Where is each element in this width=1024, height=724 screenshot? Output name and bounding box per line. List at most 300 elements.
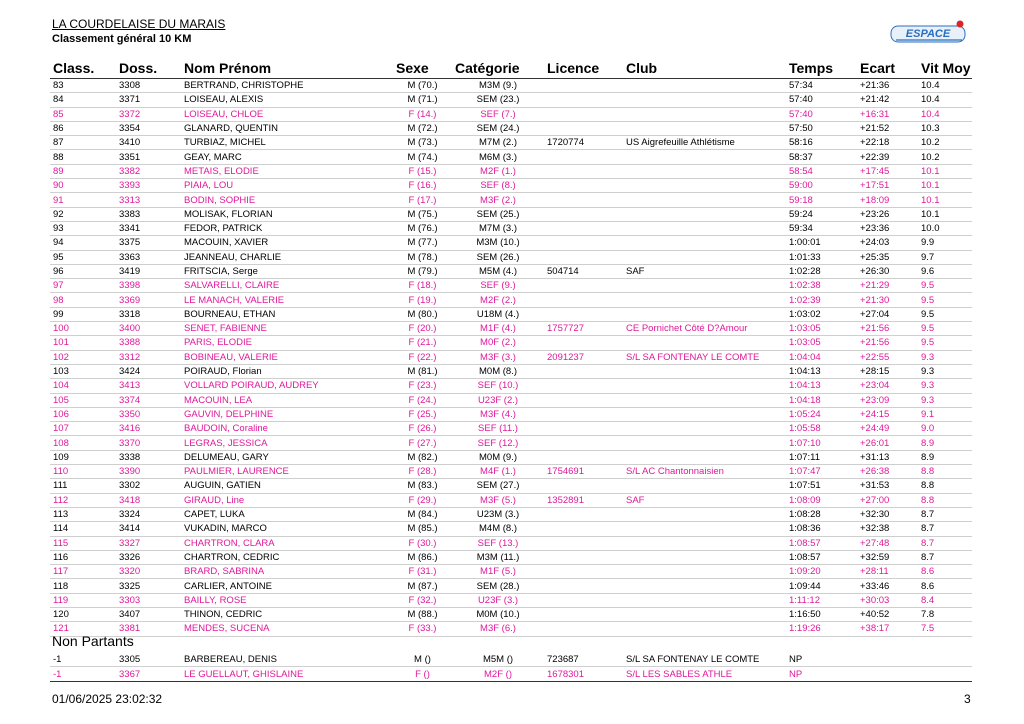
cell-name: AUGUIN, GATIEN: [181, 479, 393, 493]
cell-club: [623, 207, 786, 221]
cell-rank: 96: [50, 264, 116, 278]
col-class-header: Class.: [50, 58, 116, 79]
col-name-header: Nom Prénom: [181, 58, 393, 79]
col-gap-header: Ecart: [857, 58, 918, 79]
cell-rank: 117: [50, 565, 116, 579]
cell-rank: 95: [50, 250, 116, 264]
cell-gap: +31:13: [857, 450, 918, 464]
cell-name: BERTRAND, CHRISTOPHE: [181, 79, 393, 93]
cell-rank: 91: [50, 193, 116, 207]
cell-sex: F (21.): [393, 336, 452, 350]
cell-bib: 3393: [116, 179, 181, 193]
cell-time: 1:07:51: [786, 479, 857, 493]
cell-speed: 8.6: [918, 565, 972, 579]
cell-name: SALVARELLI, CLAIRE: [181, 279, 393, 293]
cell-sex: F (25.): [393, 407, 452, 421]
col-club-header: Club: [623, 58, 786, 79]
cell-gap: +27:48: [857, 536, 918, 550]
cell-club: [623, 436, 786, 450]
cell-licence: [544, 364, 623, 378]
cell-name: SENET, FABIENNE: [181, 322, 393, 336]
cell-category: M2F (): [452, 667, 544, 682]
cell-speed: 10.4: [918, 79, 972, 93]
cell-club: [623, 522, 786, 536]
cell-bib: 3418: [116, 493, 181, 507]
cell-category: M0F (2.): [452, 336, 544, 350]
page-number: 3: [964, 692, 971, 706]
cell-sex: M (75.): [393, 207, 452, 221]
cell-gap: [857, 652, 918, 667]
cell-name: PAULMIER, LAURENCE: [181, 465, 393, 479]
table-row: [50, 436, 972, 450]
cell-licence: [544, 436, 623, 450]
cell-licence: [544, 393, 623, 407]
cell-club: [623, 607, 786, 621]
cell-bib: 3320: [116, 565, 181, 579]
cell-category: M0M (9.): [452, 450, 544, 464]
cell-rank: 120: [50, 607, 116, 621]
cell-sex: M (70.): [393, 79, 452, 93]
cell-club: [623, 150, 786, 164]
cell-bib: 3338: [116, 450, 181, 464]
cell-speed: 8.8: [918, 465, 972, 479]
cell-sex: M (81.): [393, 364, 452, 378]
cell-rank: 106: [50, 407, 116, 421]
cell-sex: F (29.): [393, 493, 452, 507]
cell-licence: [544, 379, 623, 393]
cell-bib: 3424: [116, 364, 181, 378]
cell-gap: +16:31: [857, 107, 918, 121]
cell-time: 57:50: [786, 121, 857, 135]
cell-name: BAUDOIN, Coraline: [181, 422, 393, 436]
cell-sex: F (33.): [393, 622, 452, 636]
cell-licence: [544, 79, 623, 93]
cell-time: 1:09:20: [786, 565, 857, 579]
cell-club: S/L SA FONTENAY LE COMTE: [623, 652, 786, 667]
cell-bib: 3371: [116, 93, 181, 107]
cell-gap: +22:55: [857, 350, 918, 364]
cell-bib: 3313: [116, 193, 181, 207]
cell-speed: 8.6: [918, 579, 972, 593]
cell-sex: F (27.): [393, 436, 452, 450]
cell-rank: 118: [50, 579, 116, 593]
cell-category: SEF (13.): [452, 536, 544, 550]
cell-rank: 121: [50, 622, 116, 636]
cell-category: SEF (10.): [452, 379, 544, 393]
cell-licence: [544, 536, 623, 550]
cell-name: CAPET, LUKA: [181, 507, 393, 521]
cell-time: 58:37: [786, 150, 857, 164]
cell-category: SEM (27.): [452, 479, 544, 493]
table-row: [50, 593, 972, 607]
table-row: [50, 550, 972, 564]
cell-club: [623, 593, 786, 607]
cell-name: PIAIA, LOU: [181, 179, 393, 193]
cell-category: M3F (5.): [452, 493, 544, 507]
cell-speed: 10.1: [918, 164, 972, 178]
cell-gap: +27:04: [857, 307, 918, 321]
cell-category: M4F (1.): [452, 465, 544, 479]
cell-gap: +23:09: [857, 393, 918, 407]
cell-gap: +26:38: [857, 465, 918, 479]
cell-club: [623, 93, 786, 107]
cell-time: 1:07:10: [786, 436, 857, 450]
cell-speed: 10.1: [918, 193, 972, 207]
table-row: [50, 479, 972, 493]
cell-category: M2F (1.): [452, 164, 544, 178]
cell-rank: 114: [50, 522, 116, 536]
cell-gap: +21:56: [857, 336, 918, 350]
cell-time: 57:40: [786, 107, 857, 121]
cell-rank: 105: [50, 393, 116, 407]
cell-sex: M (87.): [393, 579, 452, 593]
cell-category: M3F (6.): [452, 622, 544, 636]
table-row: [50, 336, 972, 350]
cell-rank: 89: [50, 164, 116, 178]
cell-bib: 3367: [116, 667, 181, 682]
cell-bib: 3383: [116, 207, 181, 221]
cell-time: 1:07:11: [786, 450, 857, 464]
cell-speed: 9.5: [918, 322, 972, 336]
cell-speed: 7.8: [918, 607, 972, 621]
cell-category: M7M (3.): [452, 221, 544, 235]
cell-bib: 3390: [116, 465, 181, 479]
cell-bib: 3325: [116, 579, 181, 593]
cell-club: [623, 579, 786, 593]
cell-bib: 3341: [116, 221, 181, 235]
cell-time: 1:03:05: [786, 336, 857, 350]
cell-club: S/L SA FONTENAY LE COMTE: [623, 350, 786, 364]
table-row: [50, 164, 972, 178]
cell-club: [623, 565, 786, 579]
cell-sex: F (17.): [393, 193, 452, 207]
cell-speed: 9.1: [918, 407, 972, 421]
cell-bib: 3388: [116, 336, 181, 350]
cell-gap: +21:30: [857, 293, 918, 307]
cell-licence: 504714: [544, 264, 623, 278]
table-row: [50, 507, 972, 521]
cell-sex: M (79.): [393, 264, 452, 278]
cell-time: NP: [786, 667, 857, 682]
table-row: [50, 536, 972, 550]
cell-time: 59:24: [786, 207, 857, 221]
cell-licence: 723687: [544, 652, 623, 667]
cell-licence: [544, 422, 623, 436]
cell-name: LOISEAU, CHLOE: [181, 107, 393, 121]
cell-rank: 103: [50, 364, 116, 378]
cell-speed: 8.9: [918, 436, 972, 450]
cell-rank: 93: [50, 221, 116, 235]
col-licence-header: Licence: [544, 58, 623, 79]
cell-speed: 9.5: [918, 279, 972, 293]
cell-time: 1:05:58: [786, 422, 857, 436]
cell-name: BRARD, SABRINA: [181, 565, 393, 579]
cell-licence: [544, 593, 623, 607]
cell-rank: 111: [50, 479, 116, 493]
cell-category: SEF (8.): [452, 179, 544, 193]
table-row: [50, 207, 972, 221]
cell-time: NP: [786, 652, 857, 667]
cell-licence: [544, 221, 623, 235]
table-row: [50, 393, 972, 407]
cell-speed: 8.4: [918, 593, 972, 607]
table-row: [50, 579, 972, 593]
cell-category: M0M (8.): [452, 364, 544, 378]
cell-gap: +21:36: [857, 79, 918, 93]
cell-rank: 98: [50, 293, 116, 307]
table-row: [50, 465, 972, 479]
cell-time: 58:16: [786, 136, 857, 150]
cell-rank: 86: [50, 121, 116, 135]
cell-speed: 8.7: [918, 522, 972, 536]
cell-time: 1:02:39: [786, 293, 857, 307]
cell-category: M3F (2.): [452, 193, 544, 207]
cell-time: 1:16:50: [786, 607, 857, 621]
espace-competition-logo: [888, 18, 970, 46]
cell-gap: +17:45: [857, 164, 918, 178]
table-row: [50, 79, 972, 93]
cell-club: [623, 407, 786, 421]
cell-gap: +21:56: [857, 322, 918, 336]
cell-category: SEM (26.): [452, 250, 544, 264]
table-row: [50, 450, 972, 464]
cell-sex: F (16.): [393, 179, 452, 193]
cell-bib: 3372: [116, 107, 181, 121]
table-row: [50, 607, 972, 621]
cell-sex: M (88.): [393, 607, 452, 621]
cell-gap: +32:38: [857, 522, 918, 536]
table-row: [50, 150, 972, 164]
cell-sex: F (28.): [393, 465, 452, 479]
cell-club: [623, 450, 786, 464]
cell-category: M2F (2.): [452, 293, 544, 307]
cell-rank: -1: [50, 667, 116, 682]
cell-licence: [544, 164, 623, 178]
cell-gap: +18:09: [857, 193, 918, 207]
table-row: [50, 322, 972, 336]
cell-licence: [544, 565, 623, 579]
cell-licence: [544, 279, 623, 293]
cell-bib: 3410: [116, 136, 181, 150]
cell-time: 1:04:13: [786, 364, 857, 378]
cell-name: BOBINEAU, VALERIE: [181, 350, 393, 364]
cell-category: SEF (9.): [452, 279, 544, 293]
cell-sex: M (82.): [393, 450, 452, 464]
cell-sex: M (73.): [393, 136, 452, 150]
cell-name: CHARTRON, CLARA: [181, 536, 393, 550]
cell-time: 1:08:57: [786, 536, 857, 550]
table-row: [50, 236, 972, 250]
cell-speed: 9.0: [918, 422, 972, 436]
table-row: [50, 107, 972, 121]
cell-name: MACOUIN, LEA: [181, 393, 393, 407]
cell-time: 1:01:33: [786, 250, 857, 264]
cell-name: PARIS, ELODIE: [181, 336, 393, 350]
cell-category: SEF (12.): [452, 436, 544, 450]
cell-category: SEF (11.): [452, 422, 544, 436]
cell-bib: 3369: [116, 293, 181, 307]
cell-sex: F (18.): [393, 279, 452, 293]
table-row: [50, 652, 972, 667]
cell-name: FRITSCIA, Serge: [181, 264, 393, 278]
event-subtitle: Classement général 10 KM: [52, 33, 192, 45]
cell-speed: 9.3: [918, 350, 972, 364]
results-table: [50, 58, 972, 637]
cell-bib: 3419: [116, 264, 181, 278]
cell-speed: 8.7: [918, 550, 972, 564]
cell-speed: 10.1: [918, 179, 972, 193]
cell-licence: [544, 293, 623, 307]
cell-bib: 3382: [116, 164, 181, 178]
table-row: [50, 622, 972, 636]
cell-rank: -1: [50, 652, 116, 667]
non-partants-table: [50, 652, 972, 682]
cell-licence: [544, 622, 623, 636]
cell-bib: 3327: [116, 536, 181, 550]
cell-gap: +21:52: [857, 121, 918, 135]
cell-club: [623, 379, 786, 393]
cell-licence: [544, 450, 623, 464]
cell-sex: M (74.): [393, 150, 452, 164]
cell-category: SEM (25.): [452, 207, 544, 221]
cell-name: DELUMEAU, GARY: [181, 450, 393, 464]
cell-name: JEANNEAU, CHARLIE: [181, 250, 393, 264]
cell-gap: +21:42: [857, 93, 918, 107]
cell-gap: +27:00: [857, 493, 918, 507]
cell-name: VUKADIN, MARCO: [181, 522, 393, 536]
cell-name: BARBEREAU, DENIS: [181, 652, 393, 667]
cell-bib: 3414: [116, 522, 181, 536]
cell-bib: 3398: [116, 279, 181, 293]
cell-licence: [544, 193, 623, 207]
cell-bib: 3374: [116, 393, 181, 407]
cell-licence: [544, 179, 623, 193]
cell-sex: M (72.): [393, 121, 452, 135]
cell-sex: M (77.): [393, 236, 452, 250]
cell-speed: 9.3: [918, 393, 972, 407]
cell-licence: [544, 479, 623, 493]
cell-rank: 108: [50, 436, 116, 450]
cell-sex: F (32.): [393, 593, 452, 607]
table-row: [50, 250, 972, 264]
table-row: [50, 667, 972, 682]
cell-speed: [918, 667, 972, 682]
col-time-header: Temps: [786, 58, 857, 79]
cell-bib: 3350: [116, 407, 181, 421]
cell-category: M5M (): [452, 652, 544, 667]
cell-gap: +31:53: [857, 479, 918, 493]
cell-licence: 1757727: [544, 322, 623, 336]
cell-rank: 107: [50, 422, 116, 436]
cell-bib: 3363: [116, 250, 181, 264]
cell-category: SEM (28.): [452, 579, 544, 593]
cell-speed: 10.2: [918, 136, 972, 150]
table-row: [50, 179, 972, 193]
cell-gap: +22:18: [857, 136, 918, 150]
cell-rank: 87: [50, 136, 116, 150]
cell-category: M6M (3.): [452, 150, 544, 164]
cell-speed: 8.8: [918, 493, 972, 507]
cell-club: [623, 393, 786, 407]
cell-gap: [857, 667, 918, 682]
cell-licence: [544, 107, 623, 121]
cell-gap: +24:49: [857, 422, 918, 436]
cell-club: [623, 479, 786, 493]
cell-bib: 3400: [116, 322, 181, 336]
cell-time: 1:03:05: [786, 322, 857, 336]
cell-club: [623, 107, 786, 121]
table-row: [50, 93, 972, 107]
table-row: [50, 279, 972, 293]
cell-speed: 10.3: [918, 121, 972, 135]
cell-name: BAILLY, ROSE: [181, 593, 393, 607]
cell-club: SAF: [623, 493, 786, 507]
cell-club: [623, 221, 786, 235]
cell-club: [623, 550, 786, 564]
cell-time: 57:40: [786, 93, 857, 107]
cell-time: 1:03:02: [786, 307, 857, 321]
cell-sex: M (76.): [393, 221, 452, 235]
cell-rank: 101: [50, 336, 116, 350]
cell-rank: 97: [50, 279, 116, 293]
cell-club: CE Pornichet Côté D?Amour: [623, 322, 786, 336]
cell-name: GAUVIN, DELPHINE: [181, 407, 393, 421]
cell-name: BODIN, SOPHIE: [181, 193, 393, 207]
cell-rank: 83: [50, 79, 116, 93]
cell-name: GIRAUD, Line: [181, 493, 393, 507]
cell-rank: 99: [50, 307, 116, 321]
cell-category: M3F (4.): [452, 407, 544, 421]
cell-licence: 1720774: [544, 136, 623, 150]
cell-time: 1:08:36: [786, 522, 857, 536]
cell-category: SEM (23.): [452, 93, 544, 107]
cell-gap: +24:15: [857, 407, 918, 421]
cell-rank: 109: [50, 450, 116, 464]
cell-speed: 9.6: [918, 264, 972, 278]
cell-gap: +40:52: [857, 607, 918, 621]
cell-bib: 3354: [116, 121, 181, 135]
cell-bib: 3370: [116, 436, 181, 450]
cell-sex: M (78.): [393, 250, 452, 264]
cell-sex: M (86.): [393, 550, 452, 564]
cell-category: M0M (10.): [452, 607, 544, 621]
cell-bib: 3381: [116, 622, 181, 636]
cell-club: [623, 193, 786, 207]
cell-category: M3F (3.): [452, 350, 544, 364]
cell-bib: 3413: [116, 379, 181, 393]
table-row: [50, 136, 972, 150]
event-title: LA COURDELAISE DU MARAIS: [52, 17, 226, 31]
cell-club: [623, 307, 786, 321]
cell-time: 1:08:28: [786, 507, 857, 521]
cell-name: GEAY, MARC: [181, 150, 393, 164]
cell-sex: F (20.): [393, 322, 452, 336]
cell-bib: 3375: [116, 236, 181, 250]
cell-rank: 102: [50, 350, 116, 364]
cell-category: M1F (5.): [452, 565, 544, 579]
cell-sex: M (85.): [393, 522, 452, 536]
cell-gap: +23:26: [857, 207, 918, 221]
cell-club: [623, 336, 786, 350]
cell-rank: 100: [50, 322, 116, 336]
cell-club: [623, 422, 786, 436]
cell-sex: M (): [393, 652, 452, 667]
cell-licence: [544, 236, 623, 250]
cell-club: [623, 236, 786, 250]
cell-gap: +26:01: [857, 436, 918, 450]
cell-licence: [544, 579, 623, 593]
cell-sex: F (15.): [393, 164, 452, 178]
